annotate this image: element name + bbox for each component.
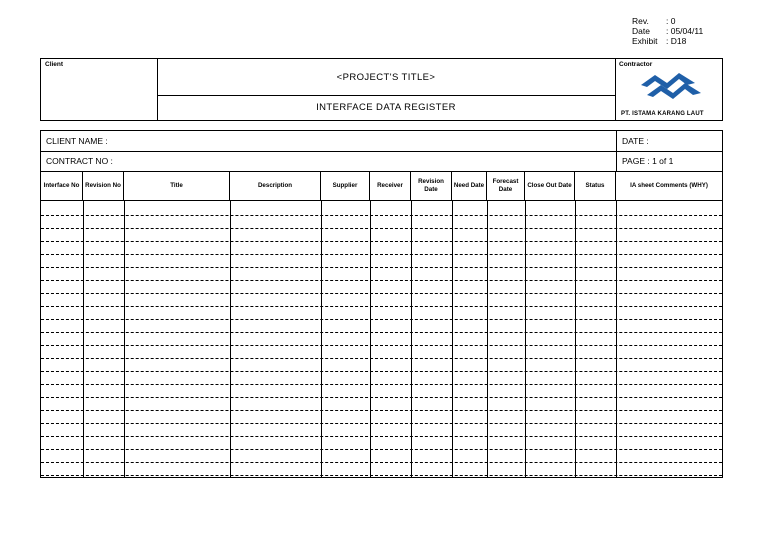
rev-value: : 0 xyxy=(666,16,676,26)
column-header: Status xyxy=(575,172,616,200)
table-row[interactable] xyxy=(41,384,722,385)
rev-row xyxy=(632,16,703,26)
register-table xyxy=(40,130,723,478)
column-header: Receiver xyxy=(370,172,411,200)
column-header: Supplier xyxy=(321,172,370,200)
table-row[interactable] xyxy=(41,319,722,320)
date-row xyxy=(632,26,703,36)
page-label: PAGE : 1 of 1 xyxy=(622,156,674,166)
table-row[interactable] xyxy=(41,254,722,255)
table-row[interactable] xyxy=(41,215,722,216)
table-row[interactable] xyxy=(41,475,722,476)
column-header: Description xyxy=(230,172,321,200)
column-header: Title xyxy=(124,172,230,200)
date-value: : 05/04/11 xyxy=(666,26,704,36)
column-header: Need Date xyxy=(452,172,487,200)
page-cell xyxy=(616,151,723,171)
table-row[interactable] xyxy=(41,228,722,229)
contractor-label: Contractor xyxy=(619,61,653,68)
table-row[interactable] xyxy=(41,345,722,346)
exhibit-row xyxy=(632,36,703,46)
column-header: IA sheet Comments (WHY) xyxy=(630,182,708,189)
column-header: Revision Date xyxy=(411,172,452,200)
contract-no-label: CONTRACT NO : xyxy=(46,156,113,166)
column-header: Close Out Date xyxy=(525,172,575,200)
company-name: PT. ISTAMA KARANG LAUT xyxy=(621,111,704,117)
table-row[interactable] xyxy=(41,436,722,437)
document-header xyxy=(40,58,723,121)
table-row[interactable] xyxy=(41,241,722,242)
contractor-cell xyxy=(615,59,722,120)
table-row[interactable] xyxy=(41,267,722,268)
table-row[interactable] xyxy=(41,410,722,411)
column-header: Revision No xyxy=(83,172,124,200)
table-row[interactable] xyxy=(41,280,722,281)
table-row[interactable] xyxy=(41,293,722,294)
date-cell xyxy=(616,131,723,151)
column-header: Forecast Date xyxy=(487,172,525,200)
title-cell xyxy=(157,59,616,120)
client-name-row xyxy=(41,131,722,152)
table-row[interactable] xyxy=(41,462,722,463)
table-row[interactable] xyxy=(41,358,722,359)
revision-block xyxy=(632,16,703,46)
contract-no-row xyxy=(41,151,722,172)
date-key: Date xyxy=(632,26,650,36)
register-title: INTERFACE DATA REGISTER xyxy=(316,102,456,113)
client-label: Client xyxy=(45,61,64,68)
table-row[interactable] xyxy=(41,306,722,307)
exhibit-key: Exhibit xyxy=(632,36,658,46)
column-header: Interface No xyxy=(41,172,83,200)
client-name-label: CLIENT NAME : xyxy=(46,136,108,146)
rev-key: Rev. xyxy=(632,16,649,26)
company-logo-icon xyxy=(637,69,705,103)
date-label: DATE : xyxy=(622,136,649,146)
table-row[interactable] xyxy=(41,423,722,424)
exhibit-value: : D18 xyxy=(666,36,687,46)
table-row[interactable] xyxy=(41,449,722,450)
client-cell xyxy=(41,59,158,120)
table-row[interactable] xyxy=(41,371,722,372)
table-row[interactable] xyxy=(41,397,722,398)
column-headers xyxy=(41,172,722,201)
table-row[interactable] xyxy=(41,332,722,333)
project-title: <PROJECT'S TITLE> xyxy=(157,59,615,96)
